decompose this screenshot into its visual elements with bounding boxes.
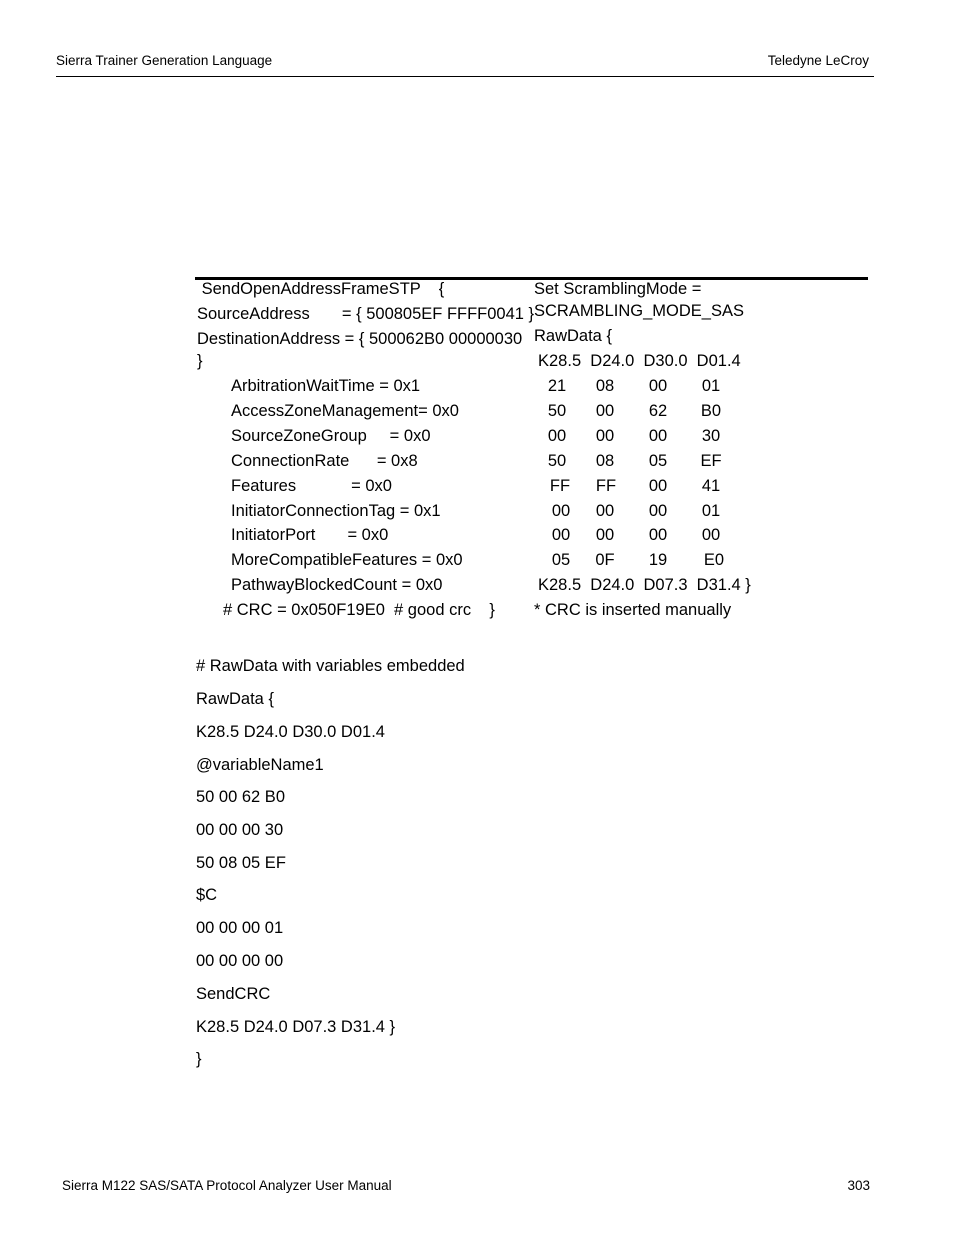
code-line: SendCRC [196, 985, 271, 1003]
hex-byte: 00 [701, 526, 721, 544]
code-line: } [196, 1050, 202, 1068]
hex-byte: EF [700, 452, 722, 470]
hex-byte: B0 [700, 402, 722, 420]
code-line: 00 00 00 00 [196, 952, 284, 970]
code-note: * CRC is inserted manually [534, 601, 732, 619]
hex-byte: 08 [595, 452, 615, 470]
hex-byte: 19 [648, 551, 668, 569]
code-line: Set ScramblingMode = [534, 280, 702, 298]
code-line: InitiatorConnectionTag = 0x1 [231, 502, 441, 520]
page-header-brand: Teledyne LeCroy [767, 53, 869, 68]
hex-byte: 50 [547, 452, 567, 470]
code-line: InitiatorPort = 0x0 [231, 526, 389, 544]
code-line: PathwayBlockedCount = 0x0 [231, 576, 443, 594]
code-line: MoreCompatibleFeatures = 0x0 [231, 551, 463, 569]
code-line: 50 08 05 EF [196, 854, 286, 872]
code-comment: # RawData with variables embedded [196, 657, 465, 675]
hex-byte: 00 [551, 526, 571, 544]
page-number: 303 [847, 1178, 870, 1193]
page-header-title: Sierra Trainer Generation Language [56, 53, 273, 68]
code-line: # CRC = 0x050F19E0 # good crc } [223, 601, 495, 619]
code-line: K28.5 D24.0 D30.0 D01.4 [196, 723, 385, 741]
hex-byte: 00 [648, 526, 668, 544]
code-line: SourceZoneGroup = 0x0 [231, 427, 431, 445]
code-line: K28.5 D24.0 D30.0 D01.4 [538, 352, 741, 370]
hex-byte: 62 [648, 402, 668, 420]
hex-byte: 08 [595, 377, 615, 395]
hex-byte: 30 [701, 427, 721, 445]
hex-byte: 00 [648, 477, 668, 495]
hex-byte: 00 [547, 427, 567, 445]
hex-byte: FF [595, 477, 617, 495]
hex-byte: 0F [595, 551, 615, 569]
code-line: } [197, 352, 203, 370]
code-line: SourceAddress = { 500805EF FFFF0041 } [197, 305, 535, 323]
code-line: DestinationAddress = { 500062B0 00000030 [197, 330, 523, 348]
code-line: SendOpenAddressFrameSTP { [197, 280, 445, 298]
hex-byte: 00 [595, 502, 615, 520]
code-line: AccessZoneManagement= 0x0 [231, 402, 459, 420]
hex-byte: 00 [595, 526, 615, 544]
hex-byte: 00 [595, 427, 615, 445]
code-line: RawData { [534, 327, 612, 345]
code-line: ConnectionRate = 0x8 [231, 452, 418, 470]
code-line: $C [196, 886, 218, 904]
hex-byte: 05 [648, 452, 668, 470]
hex-byte: E0 [703, 551, 725, 569]
hex-byte: 00 [595, 402, 615, 420]
code-line: SCRAMBLING_MODE_SAS [534, 302, 744, 320]
code-line: K28.5 D24.0 D07.3 D31.4 } [196, 1018, 396, 1036]
code-line: RawData { [196, 690, 274, 708]
page-footer-title: Sierra M122 SAS/SATA Protocol Analyzer User Manual [62, 1178, 392, 1193]
hex-byte: 00 [648, 502, 668, 520]
hex-byte: 00 [551, 502, 571, 520]
hex-byte: 00 [648, 377, 668, 395]
hex-byte: 01 [701, 502, 721, 520]
hex-byte: 50 [547, 402, 567, 420]
code-line: 00 00 00 30 [196, 821, 284, 839]
code-line: 00 00 00 01 [196, 919, 284, 937]
code-line: @variableName1 [196, 756, 324, 774]
code-line: Features = 0x0 [231, 477, 392, 495]
code-line: K28.5 D24.0 D07.3 D31.4 } [538, 576, 751, 594]
hex-byte: FF [549, 477, 571, 495]
hex-byte: 21 [547, 377, 567, 395]
hex-byte: 05 [551, 551, 571, 569]
code-line: 50 00 62 B0 [196, 788, 285, 806]
hex-byte: 01 [701, 377, 721, 395]
hex-byte: 00 [648, 427, 668, 445]
code-line: ArbitrationWaitTime = 0x1 [231, 377, 421, 395]
header-divider [56, 76, 874, 77]
hex-byte: 41 [701, 477, 721, 495]
